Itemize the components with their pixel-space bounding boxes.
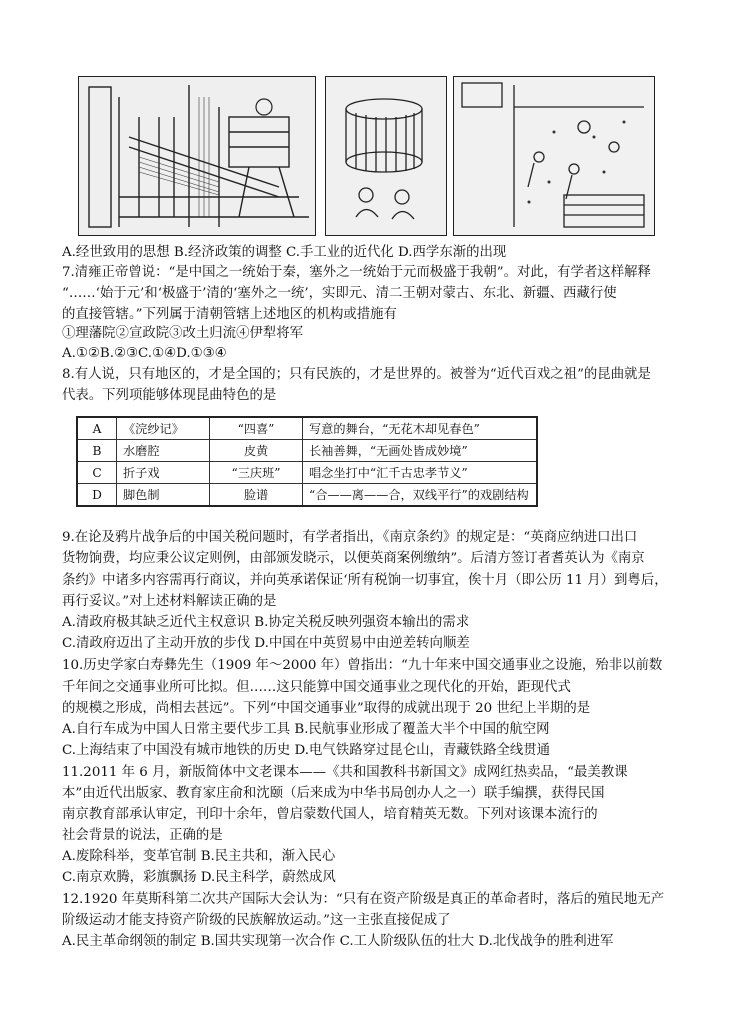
q9-options: A.清政府极其缺乏近代主权意识 B.协定关税反映列强资本输出的需求	[62, 615, 470, 630]
q7-line: “……‘始于元’和‘极盛于’清的‘塞外之一统’，实即元、清二王朝对蒙古、东北、新疆、西藏行使	[62, 286, 617, 301]
q7-line: 的直接管辖。”下列属于清朝管辖上述地区的机构或措施有	[62, 307, 397, 322]
q10-options: C.上海结束了中国没有城市地铁的历史 D.电气铁路穿过昆仑山，青藏铁路全线贯通	[62, 743, 551, 758]
q10-line: 10.历史学家白寿彝先生（1909 年～2000 年）曾指出：“九十年来中国交通事业之设施，殆非以前数	[62, 658, 663, 673]
q9-options: C.清政府迈出了主动开放的步伐 D.中国在中英贸易中由逆差转向顺差	[62, 636, 470, 651]
table-cell: 脸谱	[210, 484, 303, 507]
q11-options: C.南京欢腾，彩旗飘扬 D.民主科学，蔚然成风	[62, 870, 336, 885]
table-cell: 长袖善舞，“无画处皆成妙境”	[303, 440, 538, 462]
table-cell: 写意的舞台，“无花木却见春色”	[303, 417, 538, 440]
table-cell: 水磨腔	[117, 440, 210, 462]
q8-line: 8.有人说，只有地区的，才是全国的；只有民族的，才是世界的。被誉为“近代百戏之祖”的昆曲就是	[62, 367, 651, 382]
q6-options: A.经世致用的思想 B.经济政策的调整 C.手工业的近代化 D.西学东渐的出现	[62, 245, 507, 260]
q9-line: 再行妥议。”对上述材料解读正确的是	[62, 594, 277, 609]
q8-line: 代表。下列项能够体现昆曲特色的是	[62, 388, 277, 403]
q7-line: 7.清雍正帝曾说：“是中国之一统始于秦，塞外之一统始于元而极盛于我朝”。对此，有学者这样解释	[62, 265, 651, 280]
table-cell: 皮黄	[210, 440, 303, 462]
q11-line: 11.2011 年 6 月，新版简体中文老课本——《共和国教科书新国文》成网红热卖品，“最美教课	[62, 765, 628, 780]
table-cell: “合——离——合，双线平行”的戏剧结构	[303, 484, 538, 507]
q11-line: 本”由近代出版家、教育家庄俞和沈颐（后来成为中华书局创办人之一）联手编撰，获得民国	[62, 786, 605, 801]
option-letter: B	[77, 440, 117, 462]
table-cell: “三庆班”	[210, 462, 303, 484]
q10-options: A.自行车成为中国人日常主要代步工具 B.民航事业形成了覆盖大半个中国的航空网	[62, 722, 550, 737]
table-cell: 《浣纱记》	[117, 417, 210, 440]
loom-illustration	[78, 76, 316, 236]
q11-options: A.废除科举，变革官制 B.民主共和，渐入民心	[62, 849, 336, 864]
option-letter: C	[77, 462, 117, 484]
q12-line: 12.1920 年莫斯科第二次共产国际大会认为：“只有在资产阶级是真正的革命者时，落后的殖民地无产	[62, 892, 665, 907]
q12-options: A.民主革命纲领的制定 B.国共实现第一次合作 C.工人阶级队伍的壮大 D.北伐战争的胜利进军	[62, 934, 614, 949]
q7-items: ①理藩院②宣政院③改土归流④伊犁将军	[62, 326, 304, 341]
q10-line: 千年间之交通事业所可比拟。但……这只能算中国交通事业之现代化的开始，距现代式	[62, 680, 571, 695]
table-row	[77, 462, 537, 484]
silkworm-rack-illustration	[325, 76, 447, 236]
q12-line: 阶级运动才能支持资产阶级的民族解放运动。”这一主张直接促成了	[62, 913, 451, 928]
table-cell: 脚色制	[117, 484, 210, 507]
table-row	[77, 440, 537, 462]
q11-line: 南京教育部承认审定，刊印十余年，曾启蒙数代国人，培育精英无数。下列对该课本流行的	[62, 807, 598, 822]
option-letter: D	[77, 484, 117, 507]
q8-options-table	[76, 416, 538, 507]
q7-options: A.①②B.②③C.①④D.①③④	[62, 346, 227, 361]
q9-line: 货物饷费，均应秉公议定则例，由部颁发晓示，以便英商案例缴纳”。后清方签订者耆英认为《南京	[62, 551, 645, 566]
table-row	[77, 417, 537, 440]
q9-line: 9.在论及鸦片战争后的中国关税问题时，有学者指出，《南京条约》的规定是：“英商应纳进口出口	[62, 530, 638, 545]
table-cell: “四喜”	[210, 417, 303, 440]
q10-line: 的规模之形成，尚相去甚远”。下列“中国交通事业”取得的成就出现于 20 世纪上半期的是	[62, 701, 591, 716]
farming-scene-illustration	[453, 76, 655, 236]
option-letter: A	[77, 417, 117, 440]
table-cell: 唱念坐打中“汇千古忠孝节义”	[303, 462, 538, 484]
table-row	[77, 484, 537, 507]
q11-line: 社会背景的说法，正确的是	[62, 828, 223, 843]
illustration-strip	[70, 76, 670, 236]
q9-line: 条约》中诸多内容需再行商议，并向英承诺保证‘所有税饷一切事宜，俟十月（即公历 11 月）到粤后，	[62, 573, 668, 588]
table-cell: 折子戏	[117, 462, 210, 484]
